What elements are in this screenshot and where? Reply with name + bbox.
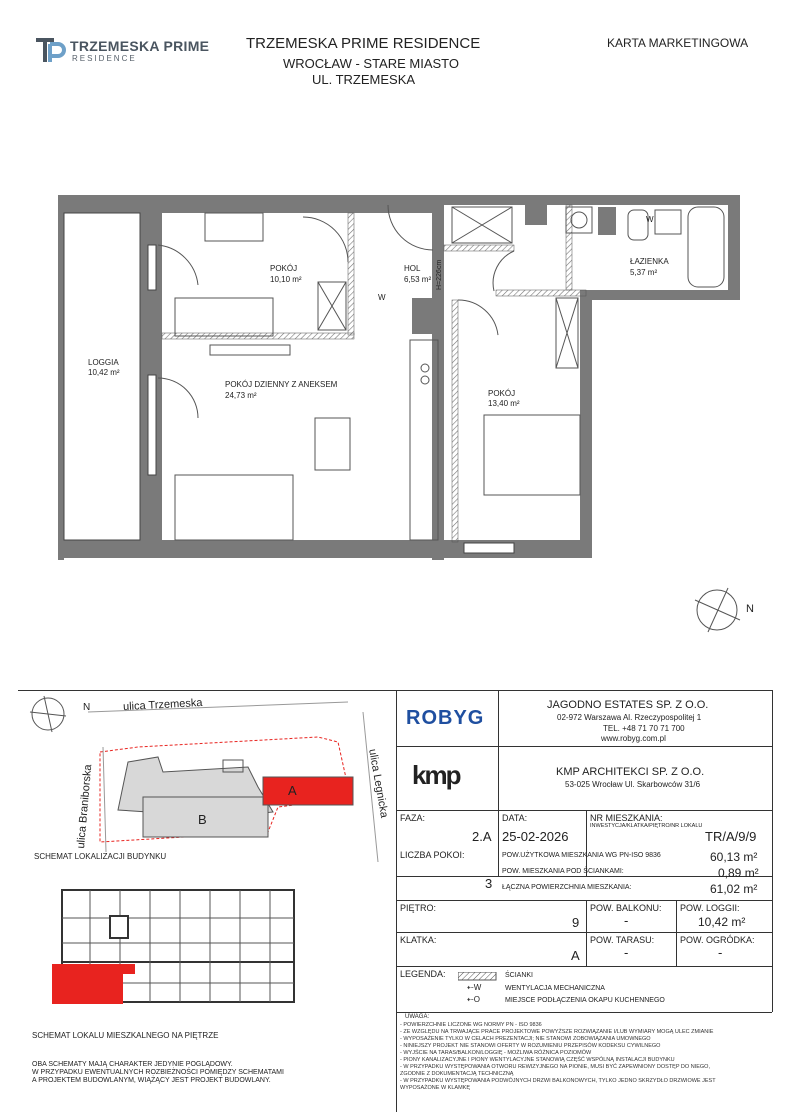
loggia-value: 10,42 m²: [698, 915, 746, 929]
ventilation-mark-2: W: [646, 215, 654, 224]
room-area-loggia: 10,42 m²: [88, 368, 120, 377]
note-line: - W PRZYPADKU WYSTĘPOWANIA PODWÓJNYCH DRZWI BALKONOWYCH, TYLKO JEDNO SKRZYDŁO DRZWIOWE JEST: [400, 1078, 716, 1084]
nr-sublabel: INWESTYCJA/KLATKA/PIĘTRO/NR LOKALU: [590, 823, 703, 829]
faza-label: FAZA:: [400, 813, 426, 823]
architect-address: 53-025 Wrocław Ul. Skarbowców 31/6: [565, 780, 701, 789]
site-north-label: N: [83, 702, 91, 713]
klatka-label: KLATKA:: [400, 935, 437, 945]
project-street: UL. TRZEMESKA: [312, 72, 416, 87]
room-area-hol: 6,53 m²: [404, 275, 432, 284]
project-city: WROCŁAW - STARE MIASTO: [283, 56, 459, 71]
height-note: H=226cm: [436, 259, 443, 290]
room-area-pokoj-1: 10,10 m²: [270, 275, 302, 284]
legend-item-3: MIEJSCE PODŁĄCZENIA OKAPU KUCHENNEGO: [505, 997, 665, 1004]
building-b-label: B: [198, 812, 207, 827]
floor-schematic: [50, 888, 300, 1008]
note-line: - POWIERZCHNIE LICZONE WG NORMY PN - ISO 9836: [400, 1022, 542, 1028]
room-area-pokoj-2: 13,40 m²: [488, 399, 520, 408]
brand-sub: RESIDENCE: [72, 54, 137, 63]
developer-address: 02-972 Warszawa Al. Rzeczypospolitej 1: [557, 713, 702, 722]
site-schematic: [18, 692, 396, 862]
note-line: - NINIEJSZY PROJEKT NIE STANOWI OFERTY W ROZUMIENIU PRZEPISÓW KODEKSU CYWILNEGO: [400, 1043, 661, 1049]
room-area-living: 24,73 m²: [225, 391, 257, 400]
balkon-value: -: [624, 913, 629, 928]
pietro-label: PIĘTRO:: [400, 903, 437, 913]
architect-name: KMP ARCHITEKCI SP. Z O.O.: [556, 766, 705, 778]
brand-name: TRZEMESKA PRIME: [70, 38, 210, 54]
divider-vertical: [396, 690, 397, 1112]
data-value: 25-02-2026: [502, 829, 569, 844]
disclaimer-2: W PRZYPADKU EWENTUALNYCH ROZBIEŻNOŚCI POMIĘDZY SCHEMATAMI: [32, 1069, 284, 1076]
pokoje-value: 3: [485, 876, 493, 891]
street-right: ulica Legnicka: [366, 748, 391, 819]
caption-floor: SCHEMAT LOKALU MIESZKALNEGO NA PIĘTRZE: [32, 1031, 219, 1040]
legend-item-2: WENTYLACJA MECHANICZNA: [505, 985, 605, 992]
data-label: DATA:: [502, 813, 528, 823]
room-name-pokoj-2: POKÓJ: [488, 389, 516, 398]
legend-label: LEGENDA:: [400, 969, 446, 979]
loggia-label: POW. LOGGII:: [680, 903, 740, 913]
room-name-living: POKÓJ DZIENNY Z ANEKSEM: [225, 380, 338, 389]
nr-value: TR/A/9/9: [705, 829, 757, 844]
architect-logo: kmp: [412, 760, 460, 790]
note-line: - PIONY KANALIZACYJNE I PIONY WENTYLACYJNE STANOWIĄ CZĘŚĆ WSPÓLNĄ INSTALACJI BUDYNKU: [400, 1057, 675, 1063]
note-line: - WYJŚCIE NA TARAS/BALKON/LOGGIĘ - MOŻLIWA RÓŻNICA POZIOMÓW: [400, 1050, 592, 1056]
pow-laczna-value: 61,02 m²: [710, 882, 758, 896]
street-left: ulica Braniborska: [75, 763, 95, 850]
notes-title: UWAGA:: [405, 1014, 430, 1020]
developer-name: JAGODNO ESTATES SP. Z O.O.: [547, 699, 709, 711]
pietro-value: 9: [572, 915, 580, 930]
note-line: - WYPOSAŻENIE TYLKO W CELACH PREZENTACJI; NIE STANOWI ZOBOWIĄZANIA UMOWNEGO: [400, 1036, 651, 1042]
street-top: ulica Trzemeska: [122, 696, 203, 714]
disclaimer-1: OBA SCHEMATY MAJĄ CHARAKTER JEDYNIE POGLĄDOWY.: [32, 1061, 233, 1068]
klatka-value: A: [571, 948, 580, 963]
pow-uzytkowa-value: 60,13 m²: [710, 850, 758, 864]
room-area-lazienka: 5,37 m²: [630, 268, 658, 277]
taras-value: -: [624, 945, 629, 960]
legend-symbol-w: ⇠W: [467, 983, 482, 992]
note-line: - W PRZYPADKU WYSTĘPOWANIA OTWORU REWIZYJNEGO NA PIONIE, MUSI BYĆ ZAPEWNIONY DOSTĘP DO NIEGO,: [400, 1064, 710, 1070]
room-name-pokoj-1: POKÓJ: [270, 264, 298, 273]
project-title: TRZEMESKA PRIME RESIDENCE: [246, 35, 481, 52]
divider: [18, 690, 772, 691]
building-a-label: A: [288, 783, 297, 798]
ogrodek-label: POW. OGRÓDKA:: [680, 935, 755, 945]
note-line: ZGODNIE Z DOKUMENTACJĄ TECHNICZNĄ: [400, 1071, 514, 1077]
pow-sciankami-value: 0,89 m²: [718, 866, 759, 880]
faza-value: 2.A: [472, 829, 492, 844]
balkon-label: POW. BALKONU:: [590, 903, 662, 913]
north-arrow-label: N: [746, 603, 754, 615]
developer-phone: TEL. +48 71 70 71 700: [603, 724, 685, 733]
room-name-loggia: LOGGIA: [88, 358, 119, 367]
developer-logo: ROBYG: [406, 707, 485, 729]
card-type: KARTA MARKETINGOWA: [607, 36, 749, 50]
room-name-lazienka: ŁAZIENKA: [630, 257, 669, 266]
nr-label: NR MIESZKANIA:: [590, 813, 663, 823]
disclaimer-3: A PROJEKTEM BUDOWLANYM, WIĄŻĄCY JEST PROJEKT BUDOWLANY.: [32, 1077, 271, 1084]
note-line: WYPOSAŻONE W KLAMKĘ: [400, 1085, 470, 1091]
caption-location: SCHEMAT LOKALIZACJI BUDYNKU: [34, 852, 167, 861]
note-line: - ZE WZGLĘDU NA TRWAJĄCE PRACE PROJEKTOWE POWYŻSZE ROZWIĄZANIE I/LUB WYMIARY MOGĄ ULEC ZMIANIE: [400, 1029, 714, 1035]
legend-symbol-o: ⇠O: [467, 995, 480, 1004]
pokoje-label: LICZBA POKOI:: [400, 850, 465, 860]
taras-label: POW. TARASU:: [590, 935, 655, 945]
legend-item-1: ŚCIANKI: [505, 972, 534, 979]
ogrodek-value: -: [718, 945, 723, 960]
pow-uzytkowa-label: POW.UŻYTKOWA MIESZKANIA WG PN-ISO 9836: [502, 852, 661, 859]
room-name-hol: HOL: [404, 264, 421, 273]
ventilation-mark-1: W: [378, 293, 386, 302]
pow-laczna-label: ŁĄCZNA POWIERZCHNIA MIESZKANIA:: [502, 884, 632, 891]
pow-sciankami-label: POW. MIESZKANIA POD ŚCIANKAMI:: [502, 868, 624, 875]
legend-hatch-icon: [458, 972, 498, 982]
developer-web: www.robyg.com.pl: [601, 734, 666, 743]
